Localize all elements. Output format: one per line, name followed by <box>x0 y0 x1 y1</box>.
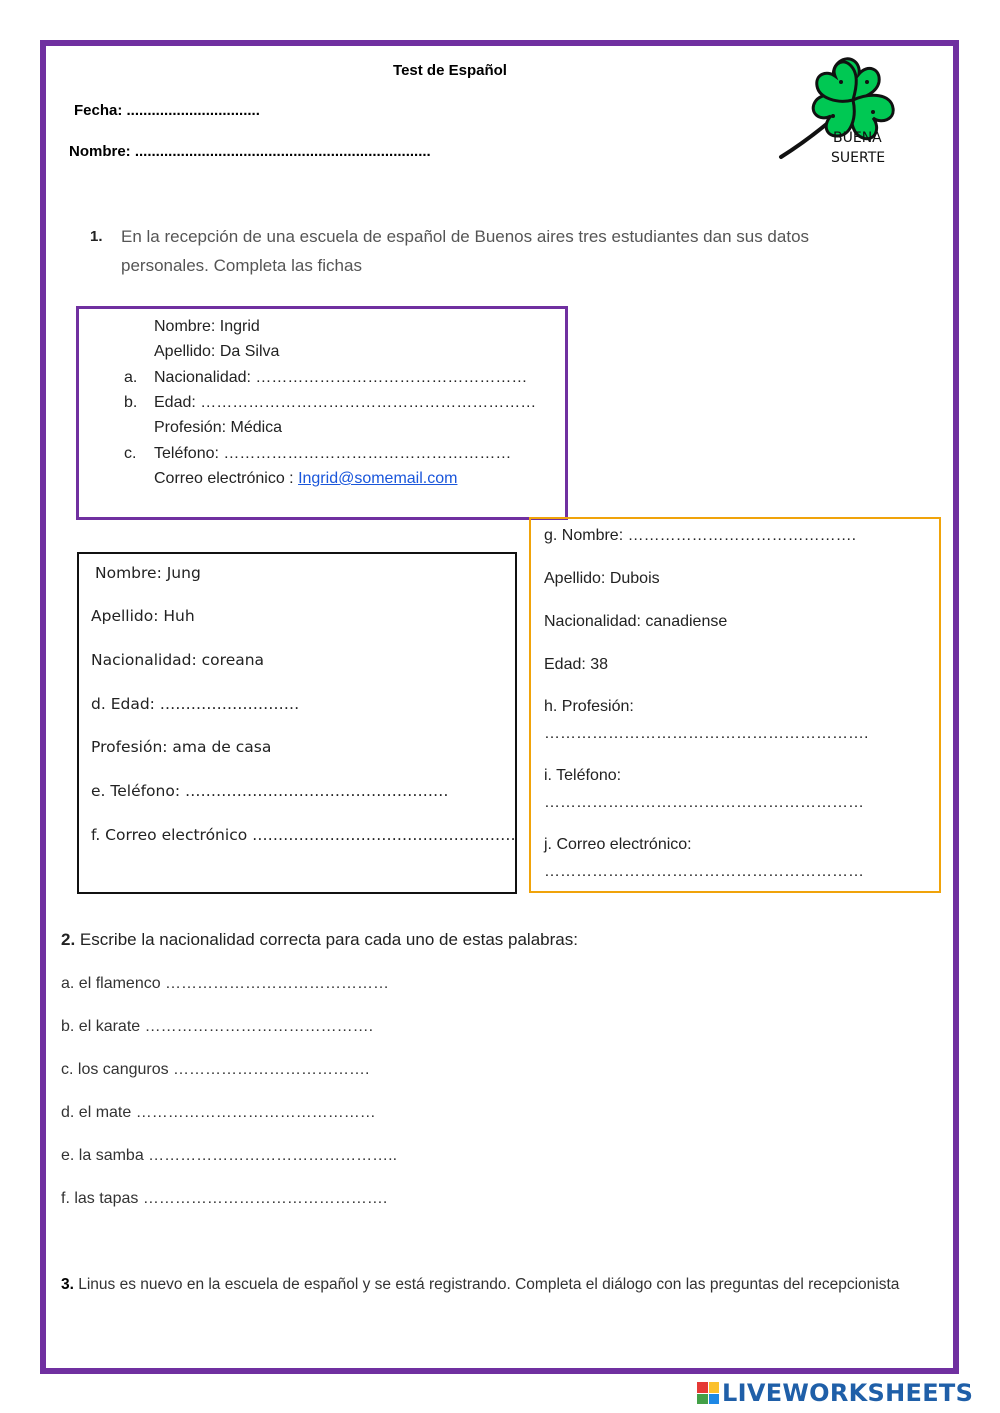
date-field: Fecha: ................................ <box>74 102 260 119</box>
email-link[interactable]: Ingrid@somemail.com <box>298 470 458 487</box>
card2-line-telefono[interactable]: e. Teléfono: …………………………………………… <box>91 782 449 800</box>
student-card-jung <box>77 552 517 894</box>
question-2-number: 2. <box>61 930 76 949</box>
question-2-item[interactable]: c. los canguros ………………………………. <box>61 1061 370 1078</box>
name-field: Nombre: ....................................................................... <box>69 143 431 160</box>
question-2-item[interactable]: f. las tapas ………………………………………. <box>61 1190 388 1207</box>
question-2-item[interactable]: e. la samba ……………………………………….. <box>61 1147 398 1164</box>
buena-suerte-logo <box>775 52 900 172</box>
card3-line-telefono-blank[interactable]: …………………………………………………… <box>544 794 864 811</box>
question-3 <box>61 1272 901 1298</box>
liveworksheets-logo <box>697 1378 973 1408</box>
liveworksheets-badge-icon <box>697 1382 719 1404</box>
question-2-item[interactable]: a. el flamenco …………………………………… <box>61 975 390 992</box>
liveworksheets-brand: LIVEWORKSHEETS <box>722 1379 974 1407</box>
four-leaf-clover-icon <box>775 52 900 172</box>
card2-line-edad[interactable]: d. Edad: ……………………… <box>91 695 300 713</box>
card3-line: i. Teléfono: <box>544 767 622 784</box>
question-3-text: Linus es nuevo en la escuela de español y se está registrando. Completa el diálogo con las preguntas del recepcionista <box>73 1276 900 1293</box>
card3-line-nombre[interactable]: g. Nombre: ……………………………………. <box>544 527 857 544</box>
question-1-text: En la recepción de una escuela de español de Buenos aires tres estudiantes dan sus datos personales. Completa las fichas <box>121 227 810 275</box>
page-title: Test de Español <box>393 62 507 79</box>
card2-line: Nombre: Jung <box>95 564 201 582</box>
card3-line: Edad: 38 <box>544 656 609 673</box>
question-2-text: Escribe la nacionalidad correcta para cada uno de estas palabras: <box>75 930 578 949</box>
card3-line: h. Profesión: <box>544 698 634 715</box>
card3-line: Nacionalidad: canadiense <box>544 613 728 630</box>
card3-line: Apellido: Dubois <box>544 570 660 587</box>
question-3-number: 3. <box>61 1276 74 1293</box>
card2-line-email[interactable]: f. Correo electrónico …………………………………………… <box>91 826 516 844</box>
question-1-number: 1. <box>90 228 103 245</box>
question-1 <box>90 222 870 280</box>
card2-line: Profesión: ama de casa <box>91 738 272 756</box>
svg-text:BUENA: BUENA <box>833 130 882 146</box>
question-2-item[interactable]: d. el mate ……………………………………… <box>61 1104 376 1121</box>
card3-line: j. Correo electrónico: <box>544 836 692 853</box>
question-2-item[interactable]: b. el karate ……………………………………. <box>61 1018 374 1035</box>
svg-text:SUERTE: SUERTE <box>831 150 886 166</box>
card3-line-profesion-blank[interactable]: ……………………………………………………. <box>544 725 869 742</box>
card3-line-email-blank[interactable]: …………………………………………………… <box>544 863 864 880</box>
card2-line: Apellido: Huh <box>91 607 195 625</box>
question-2 <box>61 930 578 950</box>
card2-line: Nacionalidad: coreana <box>91 651 265 669</box>
student-card-dubois <box>529 517 941 893</box>
student-card-ingrid: Nombre: Ingrid Apellido: Da Silva a. Nacionalidad: …………………………………………… b. Edad: ……………………………………………………… Profesión: Médica c. Teléfono: ……………………………………………… Correo electrónico : Ingrid@somemail.com <box>76 306 568 520</box>
